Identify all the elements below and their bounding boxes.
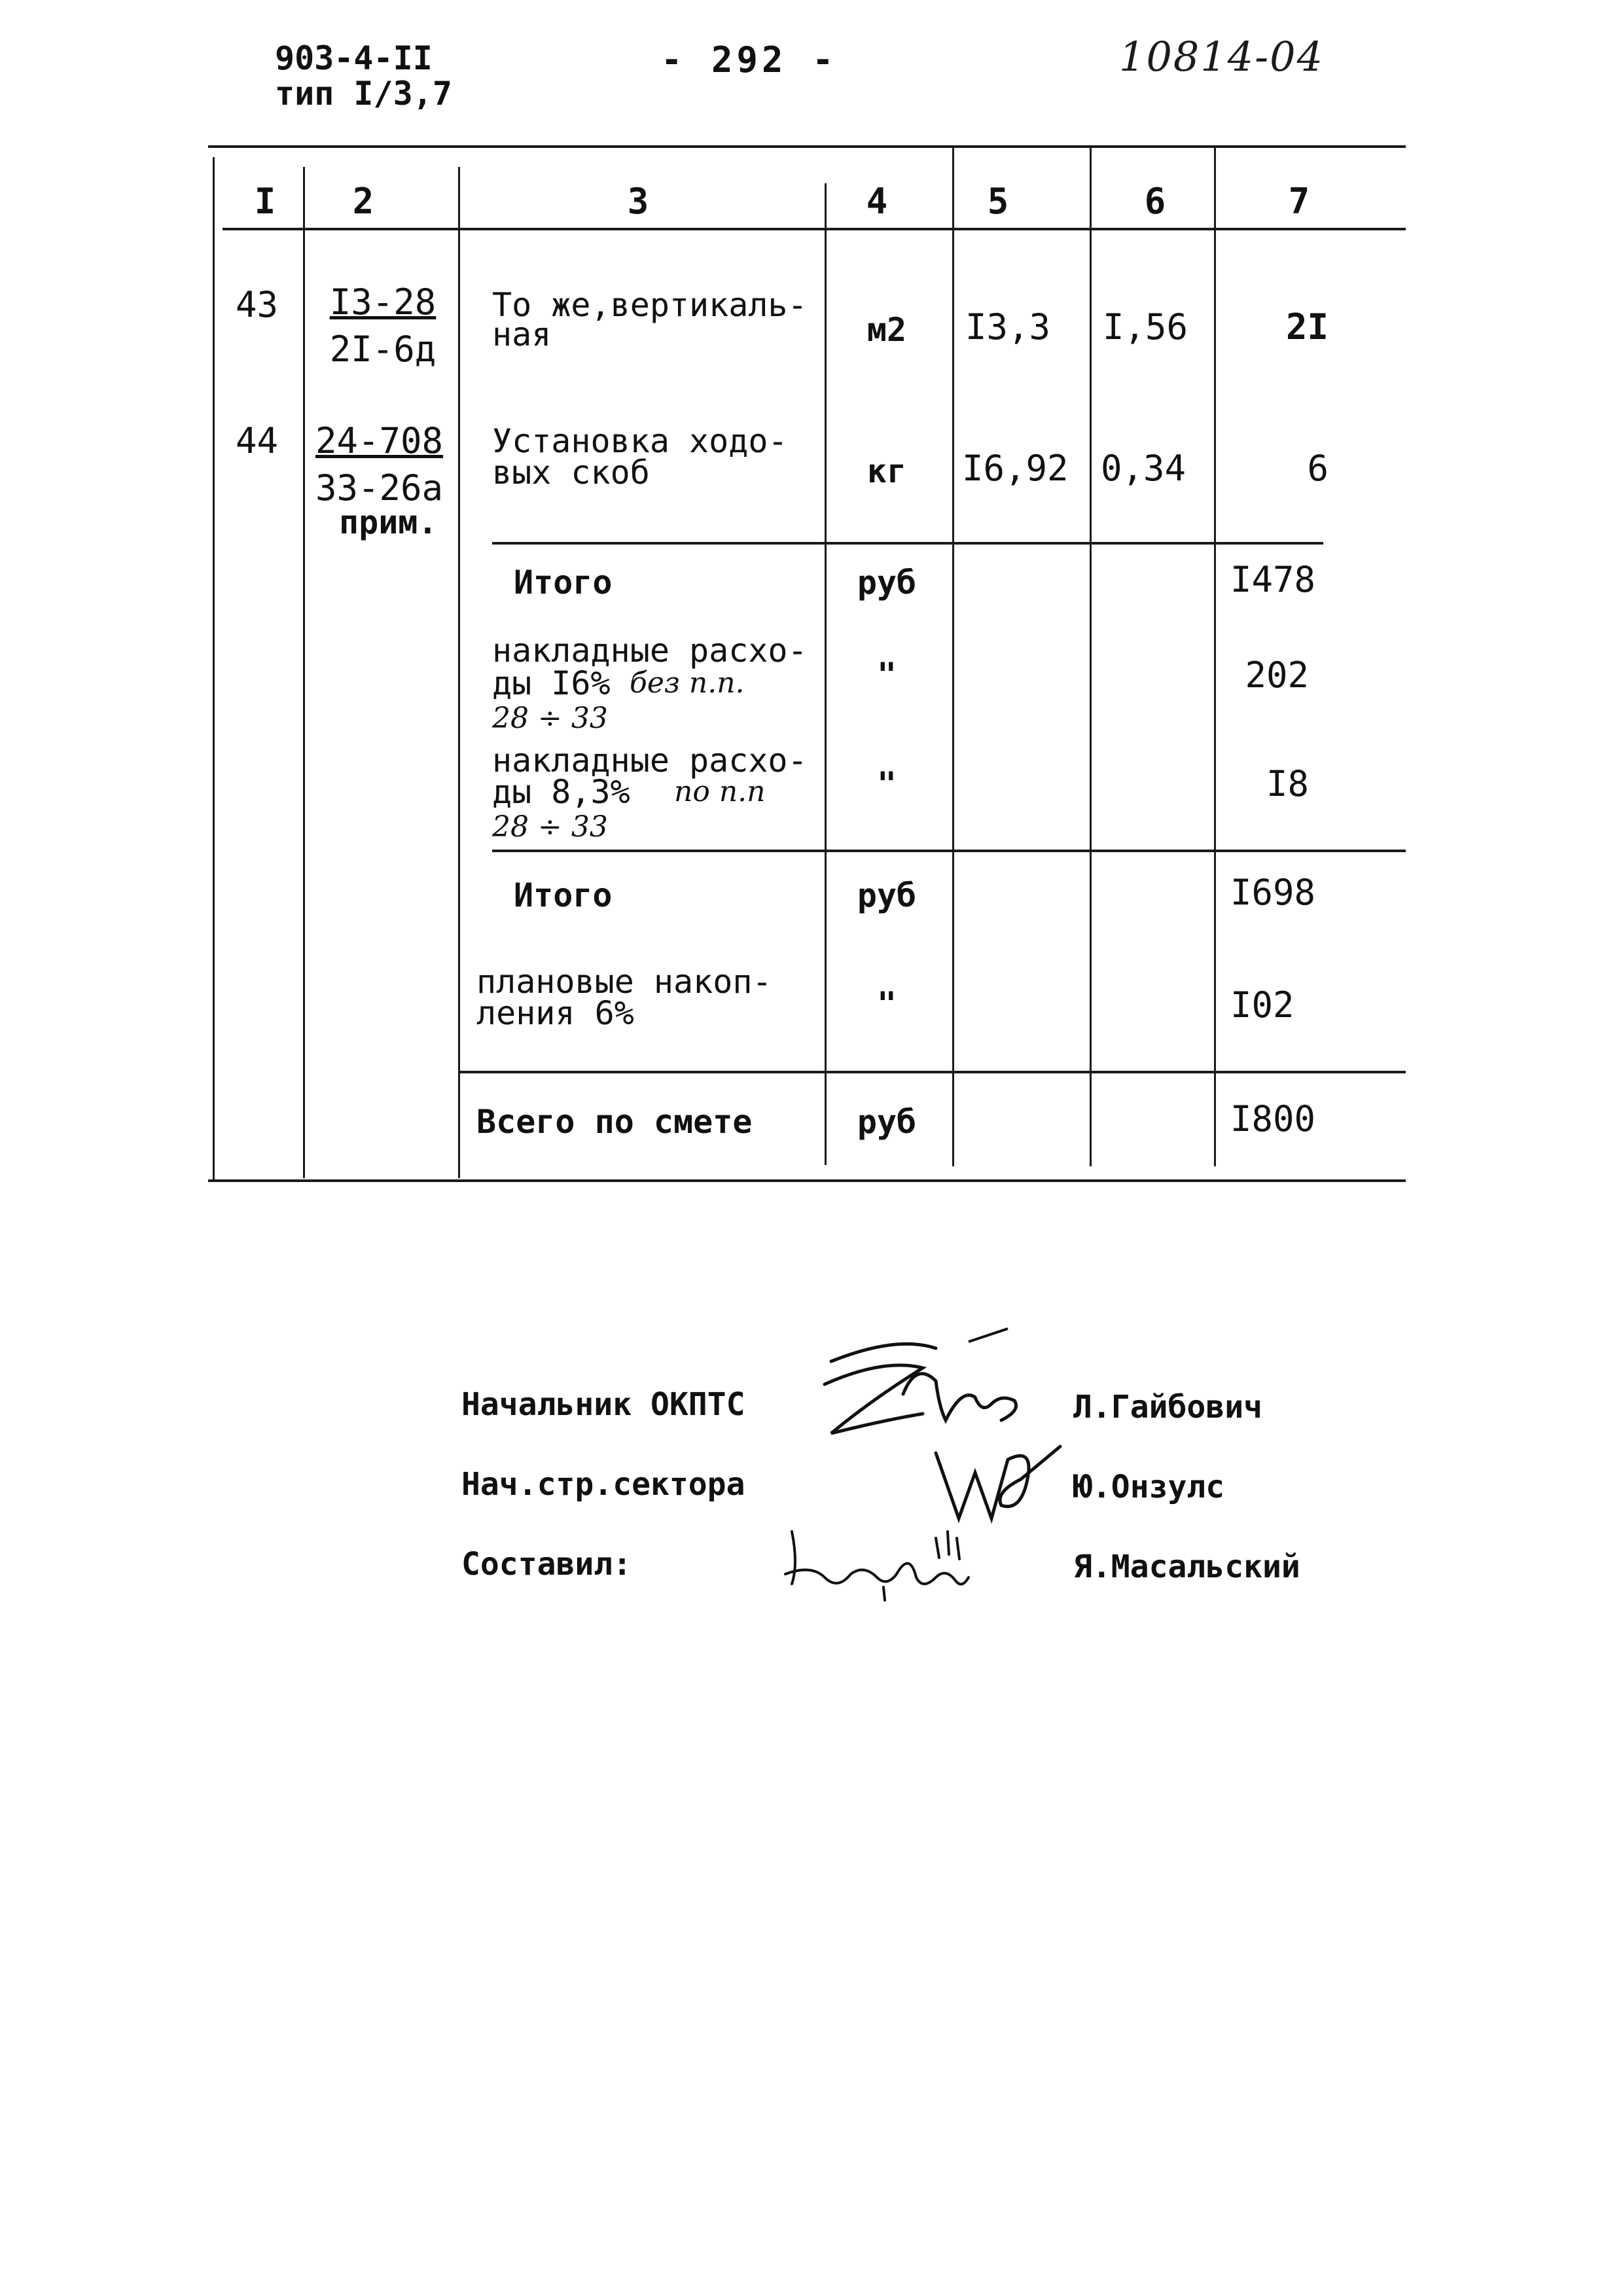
unit: кг: [866, 452, 907, 490]
subtotal-unit: руб: [857, 564, 917, 601]
col-divider-6: [1214, 145, 1216, 1166]
overhead-bottom-border: [492, 850, 1406, 852]
norm-code-top: 24-708: [315, 420, 444, 461]
col-divider-2: [458, 167, 460, 1178]
work-name-line2: вых скоб: [492, 454, 650, 492]
overhead-line2: ды 8,3%: [492, 773, 630, 811]
unit-price: 0,34: [1101, 448, 1186, 489]
col-divider-4: [952, 145, 954, 1166]
norm-code-bottom: 2I-6д: [329, 329, 437, 370]
subtotal-total: I698: [1230, 872, 1316, 913]
signature-role: Начальник ОКПТС: [461, 1386, 745, 1423]
overhead-unit: ": [876, 656, 897, 694]
col-divider-1: [303, 167, 305, 1178]
planned-bottom-border: [458, 1071, 1406, 1073]
norm-code-note: прим.: [339, 503, 438, 541]
subtotal-label: Итого: [514, 876, 613, 914]
planned-total: I02: [1230, 984, 1294, 1026]
total: 2I: [1285, 306, 1329, 348]
column-header-1: I: [254, 181, 276, 222]
signatory-name: Я.Масальский: [1073, 1549, 1300, 1585]
signature-role: Составил:: [461, 1546, 632, 1583]
signatory-name: Ю.Онзулс: [1073, 1469, 1225, 1505]
table-bottom-border: [208, 1179, 1406, 1182]
grand-total-unit: руб: [857, 1103, 917, 1141]
series-type: тип I/3,7: [275, 75, 452, 113]
overhead-total: I8: [1266, 763, 1309, 804]
column-header-7: 7: [1288, 181, 1310, 222]
subtotal-total: I478: [1230, 559, 1316, 600]
planned-line1: плановые накоп-: [476, 963, 772, 1001]
column-header-6: 6: [1144, 181, 1166, 222]
col-divider-5: [1090, 145, 1092, 1166]
overhead-total: 202: [1245, 655, 1309, 696]
table-top-border: [208, 145, 1406, 148]
signatory-name: Л.Гайбович: [1073, 1389, 1262, 1426]
subtotal-unit: руб: [857, 876, 917, 914]
grand-total-value: I800: [1230, 1098, 1316, 1139]
quantity: I6,92: [962, 448, 1069, 489]
work-name-line2: ная: [492, 315, 552, 353]
overhead-note2: 28 ÷ 33: [492, 702, 608, 735]
row-number: 43: [236, 284, 279, 325]
norm-code-bottom: 33-26а: [315, 467, 444, 509]
signature-role: Нач.стр.сектора: [461, 1466, 745, 1503]
overhead-line2: ды I6%: [492, 664, 611, 702]
unit-price: I,56: [1103, 306, 1188, 348]
row-number: 44: [236, 420, 279, 461]
page-number: - 292 -: [661, 39, 838, 81]
series-number: 903-4-II: [275, 39, 433, 77]
planned-line2: ления 6%: [476, 994, 634, 1032]
subtotal-label: Итого: [514, 564, 613, 601]
header-bottom-border: [223, 228, 1406, 230]
total: 6: [1307, 448, 1329, 489]
norm-code-top: I3-28: [329, 281, 437, 323]
grand-total-label: Всего по смете: [476, 1103, 753, 1141]
quantity: I3,3: [965, 306, 1051, 348]
column-header-5: 5: [987, 181, 1009, 222]
rows-bottom-border: [492, 542, 1323, 545]
overhead-line1: накладные расхо-: [492, 632, 808, 670]
work-name-line1: То же,вертикаль-: [492, 286, 808, 324]
work-name-line1: Установка ходо-: [492, 422, 788, 460]
overhead-note1: без п.п.: [630, 666, 745, 700]
column-header-3: 3: [627, 181, 649, 222]
unit: м2: [866, 311, 907, 349]
col-divider-3: [825, 183, 827, 1165]
series-designation: [275, 41, 452, 111]
overhead-line1: накладные расхо-: [492, 742, 808, 780]
overhead-note1: по п.п: [674, 775, 766, 808]
column-header-4: 4: [866, 181, 888, 222]
signature-scribble-3: [772, 1512, 982, 1604]
column-header-2: 2: [352, 181, 374, 222]
table-left-border: [213, 157, 215, 1181]
document-code: 10814-04: [1119, 33, 1325, 81]
overhead-unit: ": [876, 765, 897, 803]
overhead-note2: 28 ÷ 33: [492, 810, 608, 844]
planned-unit: ": [876, 985, 897, 1023]
